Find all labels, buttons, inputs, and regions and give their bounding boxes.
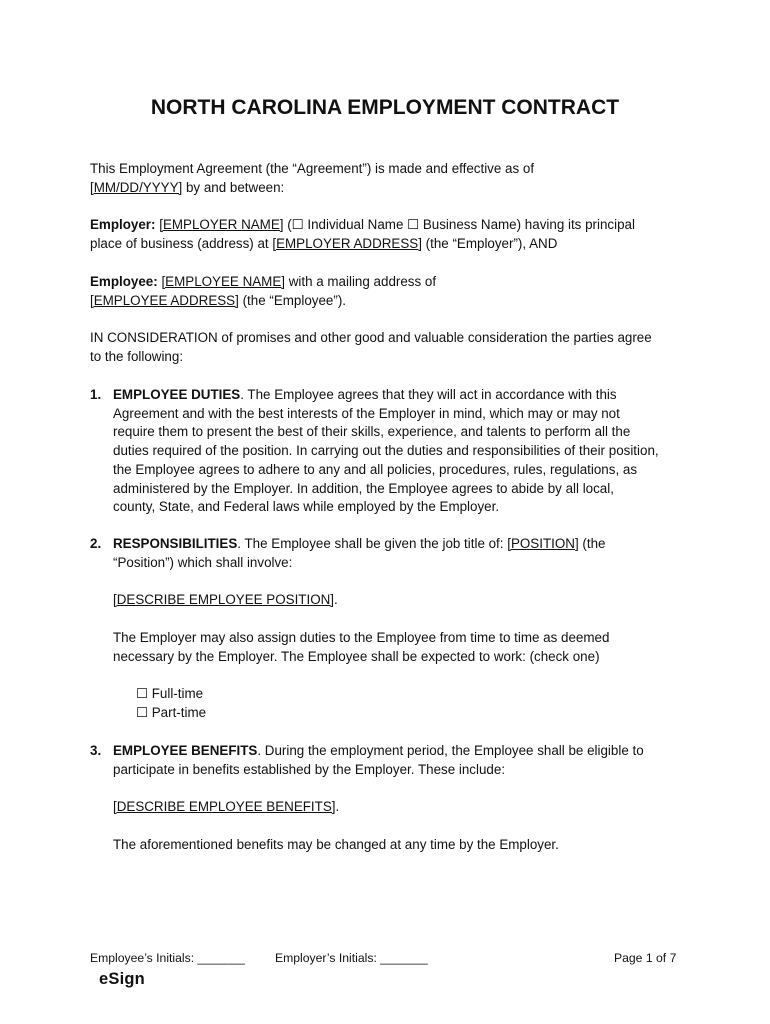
option-part-time[interactable]: ☐ Part-time <box>136 705 207 720</box>
work-type-line-2: necessary by the Employer. The Employee shall be expected to work: (check one) <box>113 648 600 664</box>
employee-line-1-rest: with a mailing address of <box>284 274 437 289</box>
consideration-line-1: IN CONSIDERATION of promises and other good and valuable consideration the parties agree <box>90 330 652 345</box>
section-heading: EMPLOYEE DUTIES <box>113 387 241 402</box>
section-heading: EMPLOYEE BENEFITS <box>113 743 258 758</box>
intro-line-2-rest: by and between: <box>182 179 285 195</box>
describe-benefits-line <box>113 798 683 817</box>
period: . <box>334 592 338 607</box>
consideration-paragraph <box>90 329 682 366</box>
section-body <box>113 535 683 572</box>
date-field[interactable]: [MM/DD/YYYY] <box>90 179 183 195</box>
section-number: 3. <box>90 743 102 758</box>
section-number: 1. <box>90 387 102 402</box>
employer-paragraph <box>90 216 682 253</box>
employer-label: Employer: <box>90 217 156 232</box>
intro-line-2 <box>90 179 682 198</box>
describe-benefits-field[interactable]: [DESCRIBE EMPLOYEE BENEFITS] <box>113 799 336 814</box>
section-text: (the <box>578 536 606 551</box>
position-field[interactable]: [POSITION] <box>507 536 579 551</box>
employee-paragraph <box>90 273 682 310</box>
section-body <box>113 386 683 517</box>
option-full-time[interactable]: ☐ Full-time <box>136 686 204 701</box>
consideration-line-2: to the following: <box>90 348 184 364</box>
employee-address-field[interactable]: [EMPLOYEE ADDRESS] <box>90 292 239 308</box>
employer-line-2-start: place of business (address) at <box>90 235 273 251</box>
period: . <box>335 799 340 814</box>
employee-line-1 <box>90 273 682 292</box>
section-line: participate in benefits established by the Employer. These include: <box>113 761 506 777</box>
section-line <box>113 742 683 761</box>
section-line: the Employee agrees to adhere to any and all policies, procedures, rules, regulations, as <box>113 461 638 477</box>
section-line: county, State, and Federal laws while employed by the Employer. <box>113 499 500 515</box>
section-line: “Position”) which shall involve: <box>113 554 293 570</box>
section-number: 2. <box>90 536 102 551</box>
section-text: . The Employee agrees that they will act in accordance with this <box>240 387 617 402</box>
intro-paragraph <box>90 160 682 197</box>
section-text: . The Employee shall be given the job title of: <box>237 536 508 551</box>
describe-position-line <box>113 591 683 610</box>
employer-address-field[interactable]: [EMPLOYER ADDRESS] <box>272 235 422 251</box>
work-type-line-1: The Employer may also assign duties to the Employee from time to time as deemed <box>113 630 610 645</box>
employer-name-field[interactable]: [EMPLOYER NAME] <box>159 217 284 232</box>
section-body <box>113 742 683 779</box>
employee-name-field[interactable]: [EMPLOYEE NAME] <box>161 274 285 289</box>
section-line <box>113 535 683 554</box>
benefits-closing: The aforementioned benefits may be changed at any time by the Employer. <box>113 837 559 852</box>
section-heading: RESPONSIBILITIES <box>113 536 238 551</box>
intro-line-1: This Employment Agreement (the “Agreement”) is made and effective as of <box>90 161 535 176</box>
employee-line-2-rest: (the “Employee”). <box>238 292 347 308</box>
employee-label: Employee: <box>90 274 158 289</box>
section-line: duties required of the position. In carrying out the duties and responsibilities of their position, <box>113 443 659 459</box>
page-number: Page 1 of 7 <box>614 951 677 965</box>
section-line <box>113 386 683 405</box>
describe-position-field[interactable]: [DESCRIBE EMPLOYEE POSITION] <box>113 592 334 607</box>
employer-type-choice[interactable]: (☐ Individual Name ☐ Business Name) having its principal <box>283 217 635 232</box>
employer-line-2-end: (the “Employer”), AND <box>421 235 558 251</box>
section-line: Agreement and with the best interests of the Employer in mind, which may or may not <box>113 405 620 421</box>
section-line: administered by the Employer. In addition, the Employee agrees to abide by all local, <box>113 480 614 496</box>
work-type-paragraph <box>113 629 683 666</box>
section-text: . During the employment period, the Employee shall be eligible to <box>257 743 644 758</box>
employee-initials[interactable]: Employee’s Initials: _______ <box>90 951 245 965</box>
esign-logo: eSign <box>99 970 145 988</box>
page-title: NORTH CAROLINA EMPLOYMENT CONTRACT <box>150 96 620 119</box>
section-line: require them to present the best of their skills, experience, and talents to perform all the <box>113 424 631 440</box>
employer-line-1 <box>90 216 682 235</box>
employer-initials[interactable]: Employer’s Initials: _______ <box>275 951 428 965</box>
employee-line-2 <box>90 292 682 311</box>
employer-line-2 <box>90 235 682 254</box>
